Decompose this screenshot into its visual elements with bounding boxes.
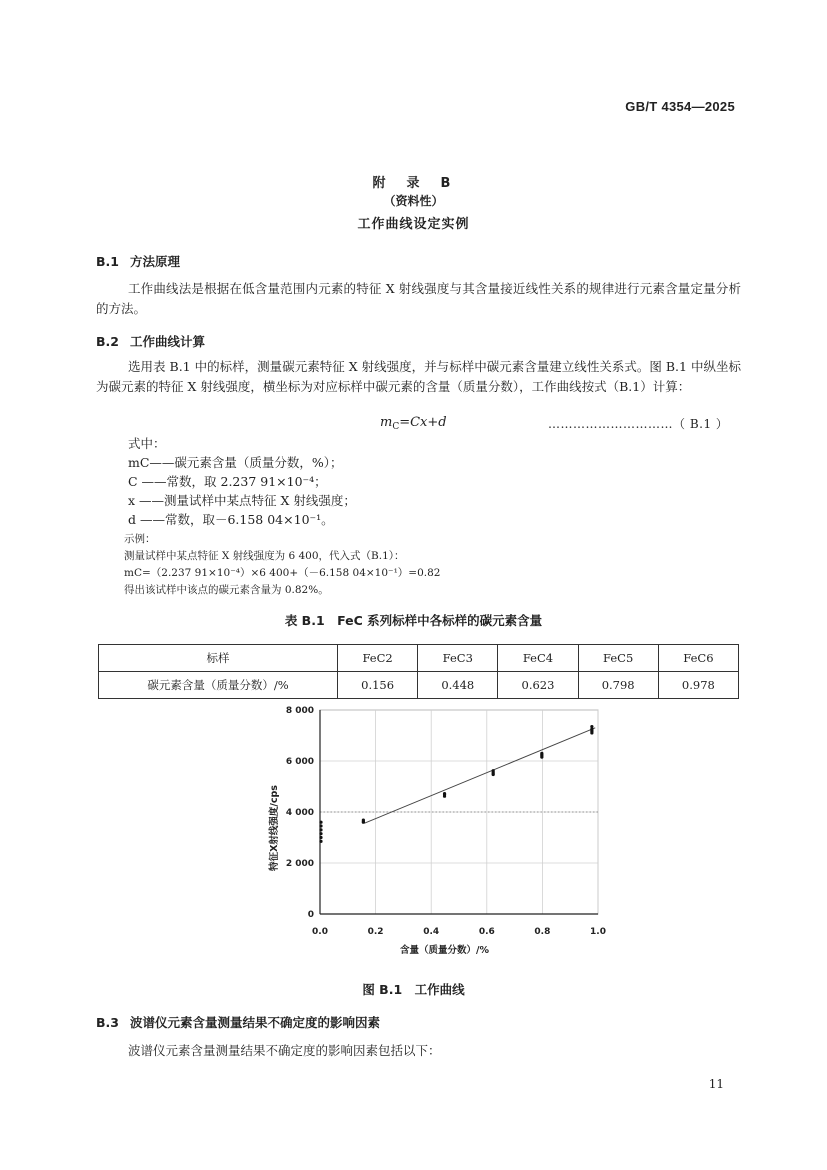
figure-caption: 图 B.1 工作曲线 <box>362 982 465 997</box>
appendix-title: 工作曲线设定实例 <box>357 217 470 232</box>
data-point <box>319 832 322 835</box>
table-header-cell: 标样 <box>99 645 338 672</box>
data-point <box>319 821 322 824</box>
table-header-cell: FeC3 <box>418 645 498 672</box>
data-point <box>443 793 446 796</box>
data-point <box>319 840 322 843</box>
section-b1-text: 工作曲线法是根据在低含量范围内元素的特征 X 射线强度与其含量接近线性关系的规律进行元素含量定量分析的方法。 <box>96 281 741 316</box>
section-b1-title: 方法原理 <box>130 254 181 269</box>
y-tick-label: 2 000 <box>285 859 314 869</box>
data-point <box>590 731 593 734</box>
table-cell: 0.623 <box>498 672 578 699</box>
data-point <box>319 836 322 839</box>
formula-lhs: m <box>380 415 393 430</box>
example-line: 得出该试样中该点的碳元素含量为 0.82%。 <box>124 584 329 596</box>
x-tick-label: 0.6 <box>478 927 495 937</box>
x-tick-labels <box>312 927 606 937</box>
x-axis-label: 含量（质量分数）/% <box>400 945 489 956</box>
x-tick-label: 0.2 <box>367 927 384 937</box>
where-label: 式中： <box>128 436 166 451</box>
definition-line: C ——常数，取 2.237 91×10⁻⁴； <box>128 474 327 489</box>
table-header-cell: FeC6 <box>658 645 738 672</box>
data-point <box>362 821 365 824</box>
table-row <box>99 672 739 699</box>
table-cell: 0.156 <box>338 672 418 699</box>
data-point <box>492 772 495 775</box>
x-tick-label: 0.8 <box>534 927 551 937</box>
table-cell: 0.448 <box>418 672 498 699</box>
section-b1-number: B.1 <box>96 254 119 269</box>
definition-line: mC——碳元素含量（质量分数，%）； <box>128 455 343 470</box>
formula-subscript: C <box>392 422 400 432</box>
table-header-row <box>99 645 739 672</box>
formula-b1 <box>380 415 447 432</box>
section-b3-body <box>96 1041 741 1061</box>
y-tick-label: 6 000 <box>285 757 314 767</box>
formula-number: …………………………（ B.1 ） <box>548 417 729 431</box>
formula-rhs: =Cx+d <box>399 415 447 430</box>
table-cell: 0.978 <box>658 672 738 699</box>
table-title: 表 B.1 FeC 系列标样中各标样的碳元素含量 <box>284 613 543 628</box>
y-axis-label: 特征X射线强度/cps <box>269 785 280 871</box>
y-tick-label: 0 <box>307 910 314 920</box>
appendix-nature: （资料性） <box>383 194 444 208</box>
x-tick-label: 0.4 <box>423 927 440 937</box>
section-b2-heading <box>96 332 205 350</box>
x-tick-label: 0.0 <box>312 927 328 937</box>
data-point <box>540 754 543 757</box>
appendix-label: 附 录 B <box>372 176 455 191</box>
section-b3-number: B.3 <box>96 1015 119 1030</box>
table-header-cell: FeC2 <box>338 645 418 672</box>
table-header-cell: FeC5 <box>578 645 658 672</box>
section-b1-body <box>96 279 741 319</box>
section-b2-text: 选用表 B.1 中的标样，测量碳元素特征 X 射线强度，并与标样中碳元素含量建立线性关系式。图 B.1 中纵坐标为碳元素的特征 X 射线强度，横坐标为对应标样中碳元素的含量（质量分数），工作曲线按式（B.1）计算： <box>96 359 741 394</box>
section-b2-body <box>96 357 741 397</box>
definition-line: d ——常数，取－6.158 04×10⁻¹。 <box>128 512 334 527</box>
example-line: mC=（2.237 91×10⁻⁴）×6 400+（－6.158 04×10⁻¹）=0.82 <box>124 567 441 579</box>
definition-line: x ——测量试样中某点特征 X 射线强度； <box>128 493 356 508</box>
section-b2-number: B.2 <box>96 334 119 349</box>
page-number: 11 <box>708 1077 724 1091</box>
section-b1-heading <box>96 252 180 270</box>
data-point <box>492 769 495 772</box>
working-curve-chart <box>260 700 610 960</box>
section-b2-title: 工作曲线计算 <box>130 334 206 349</box>
standards-table <box>98 644 739 699</box>
y-tick-labels <box>286 706 314 920</box>
data-point <box>319 824 322 827</box>
table-cell: 0.798 <box>578 672 658 699</box>
data-point <box>590 728 593 731</box>
section-b3-text: 波谱仪元素含量测量结果不确定度的影响因素包括以下： <box>128 1043 441 1058</box>
data-point <box>319 828 322 831</box>
example-line: 测量试样中某点特征 X 射线强度为 6 400，代入式（B.1）： <box>124 550 405 562</box>
table-cell: 碳元素含量（质量分数）/% <box>99 672 338 699</box>
section-b3-heading <box>96 1013 380 1031</box>
y-tick-label: 4 000 <box>285 808 314 818</box>
example-label: 示例： <box>124 533 156 545</box>
standard-number: GB/T 4354—2025 <box>625 99 735 114</box>
y-tick-label: 8 000 <box>285 706 314 716</box>
section-b3-title: 波谱仪元素含量测量结果不确定度的影响因素 <box>130 1015 381 1030</box>
x-tick-label: 1.0 <box>590 927 606 937</box>
table-header-cell: FeC4 <box>498 645 578 672</box>
